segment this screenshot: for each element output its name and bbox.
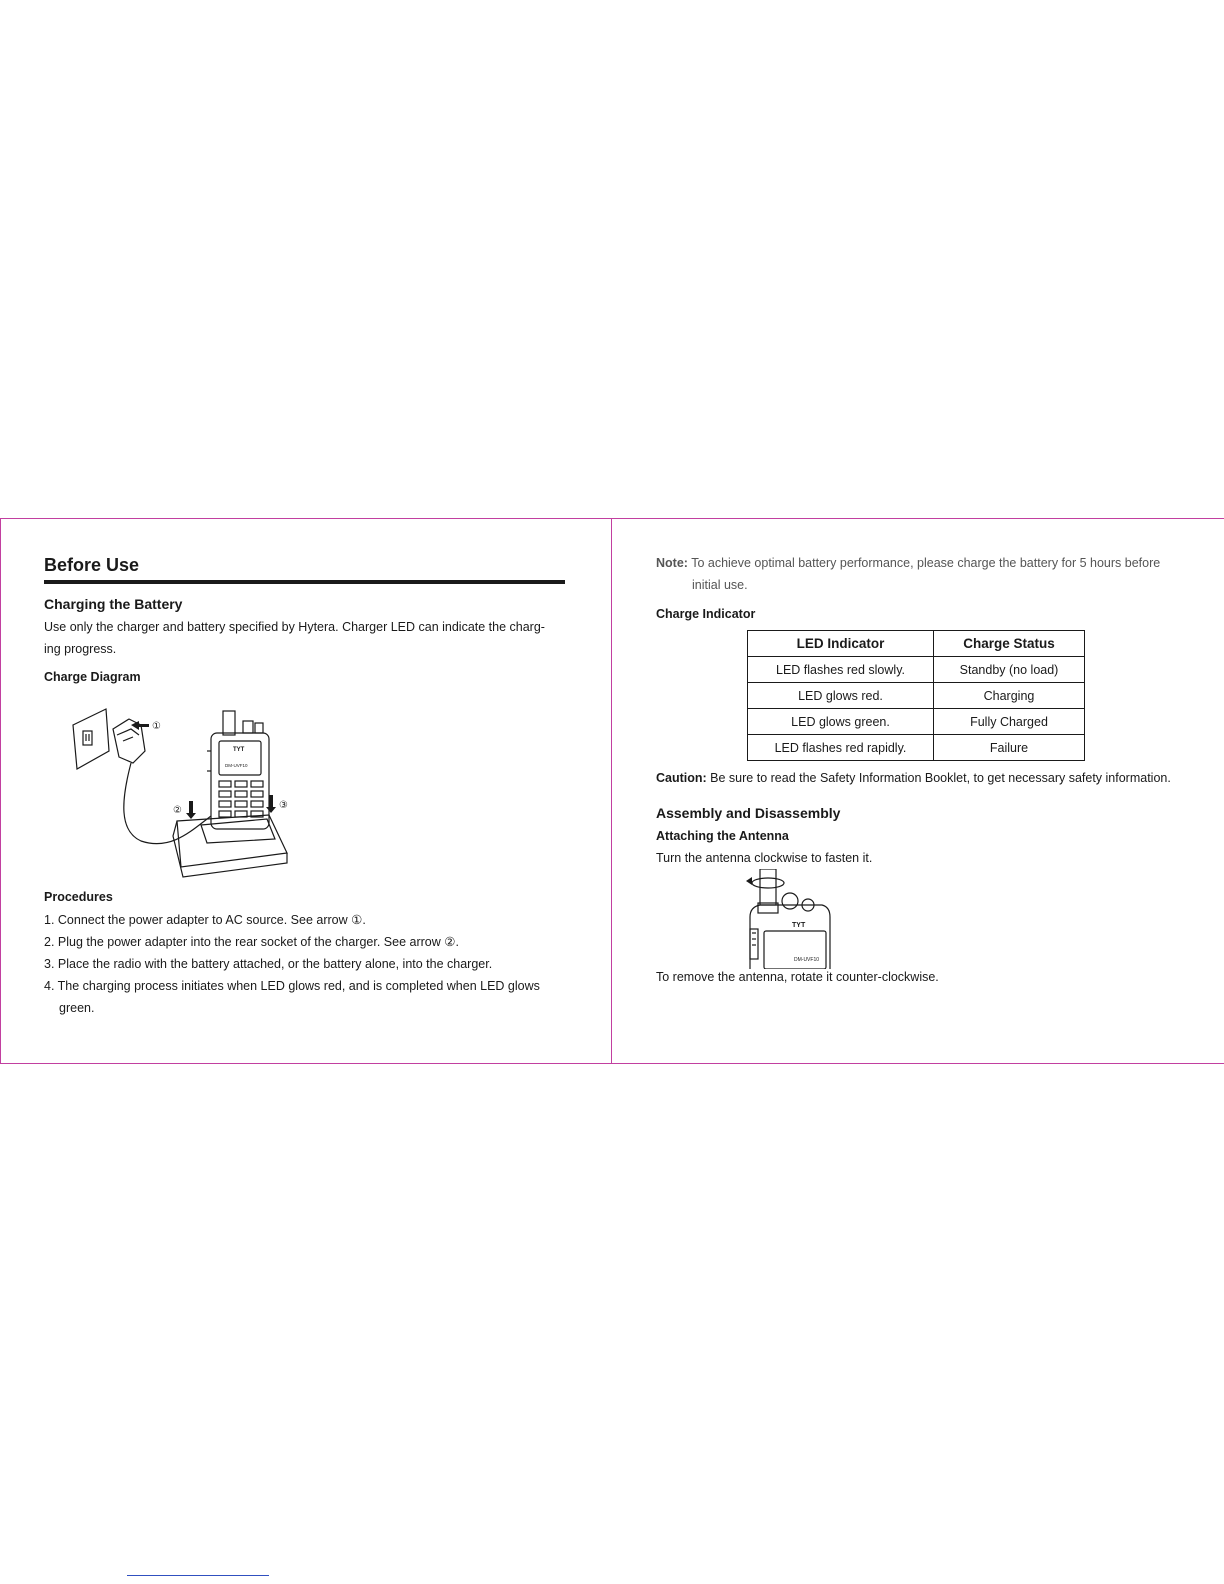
table-cell: Fully Charged	[934, 709, 1085, 735]
charge-diagram	[61, 691, 301, 886]
caution	[656, 767, 1222, 789]
remove-antenna-text: To remove the antenna, rotate it counter-clockwise.	[656, 970, 939, 984]
table-cell: Standby (no load)	[934, 657, 1085, 683]
antenna-radio-brand: TYT	[792, 922, 806, 929]
procedure-step-3: 3. Place the radio with the battery attached, or the battery alone, into the charger.	[44, 957, 493, 971]
procedures-heading: Procedures	[44, 890, 113, 904]
arrow-3-label: ③	[279, 800, 288, 811]
table-cell: Charging	[934, 683, 1085, 709]
antenna-diagram	[742, 869, 842, 969]
arrow-3	[266, 795, 276, 813]
radio-antenna	[223, 711, 235, 735]
diagram-heading: Charge Diagram	[44, 670, 141, 684]
procedure-step-1: 1. Connect the power adapter to AC source. See arrow ①.	[44, 913, 366, 927]
table-cell: LED flashes red rapidly.	[748, 735, 934, 761]
antenna-heading: Attaching the Antenna	[656, 829, 789, 843]
procedures-list	[44, 909, 584, 1019]
diagram-radio-model: DM-UVF10	[225, 763, 248, 768]
table-cell: Failure	[934, 735, 1085, 761]
rotation-arrow	[752, 878, 784, 888]
note	[656, 552, 1216, 596]
antenna-text: Turn the antenna clockwise to fasten it.	[656, 851, 873, 865]
wall-outlet	[73, 709, 109, 769]
charging-intro-line2: ing progress.	[44, 642, 117, 656]
arrow-2-label: ②	[173, 805, 182, 816]
charging-intro	[44, 616, 579, 660]
table-row	[748, 709, 1085, 735]
procedure-step-2: 2. Plug the power adapter into the rear socket of the charger. See arrow ②.	[44, 935, 459, 949]
header-led-indicator: LED Indicator	[748, 631, 934, 657]
table-row	[748, 683, 1085, 709]
arrow-1	[131, 721, 149, 730]
footer-underline	[127, 1575, 269, 1576]
section-title: Before Use	[44, 555, 140, 575]
manual-spread	[0, 518, 1224, 1064]
diagram-radio-brand: TYT	[233, 747, 245, 753]
caution-label: Caution:	[656, 771, 707, 785]
note-label: Note:	[656, 556, 688, 570]
charger-cable	[124, 763, 211, 844]
antenna-radio-model: DM-UVF10	[794, 957, 820, 963]
charging-intro-line1: Use only the charger and battery specified by Hytera. Charger LED can indicate the charg-	[44, 620, 545, 634]
table-cell: LED glows red.	[748, 683, 934, 709]
left-page	[0, 519, 612, 1064]
title-rule	[44, 580, 565, 584]
note-line2: initial use.	[692, 578, 748, 592]
charging-heading: Charging the Battery	[44, 596, 183, 612]
charge-indicator-table	[747, 630, 1085, 761]
right-page	[612, 519, 1224, 1064]
header-charge-status: Charge Status	[934, 631, 1085, 657]
note-line1: To achieve optimal battery performance, please charge the battery for 5 hours before	[691, 556, 1161, 570]
table-cell: LED glows green.	[748, 709, 934, 735]
table-cell: LED flashes red slowly.	[748, 657, 934, 683]
antenna-rod	[760, 869, 776, 905]
caution-text: Be sure to read the Safety Information Booklet, to get necessary safety information.	[710, 771, 1171, 785]
procedure-step-4-cont: green.	[59, 1001, 95, 1015]
arrow-2	[186, 801, 196, 819]
table-row	[748, 657, 1085, 683]
procedure-step-4: 4. The charging process initiates when LED glows red, and is completed when LED glows	[44, 979, 540, 993]
table-row	[748, 735, 1085, 761]
table-header-row	[748, 631, 1085, 657]
arrow-1-label: ①	[152, 721, 161, 732]
indicator-heading: Charge Indicator	[656, 607, 756, 621]
assembly-heading: Assembly and Disassembly	[656, 805, 841, 821]
